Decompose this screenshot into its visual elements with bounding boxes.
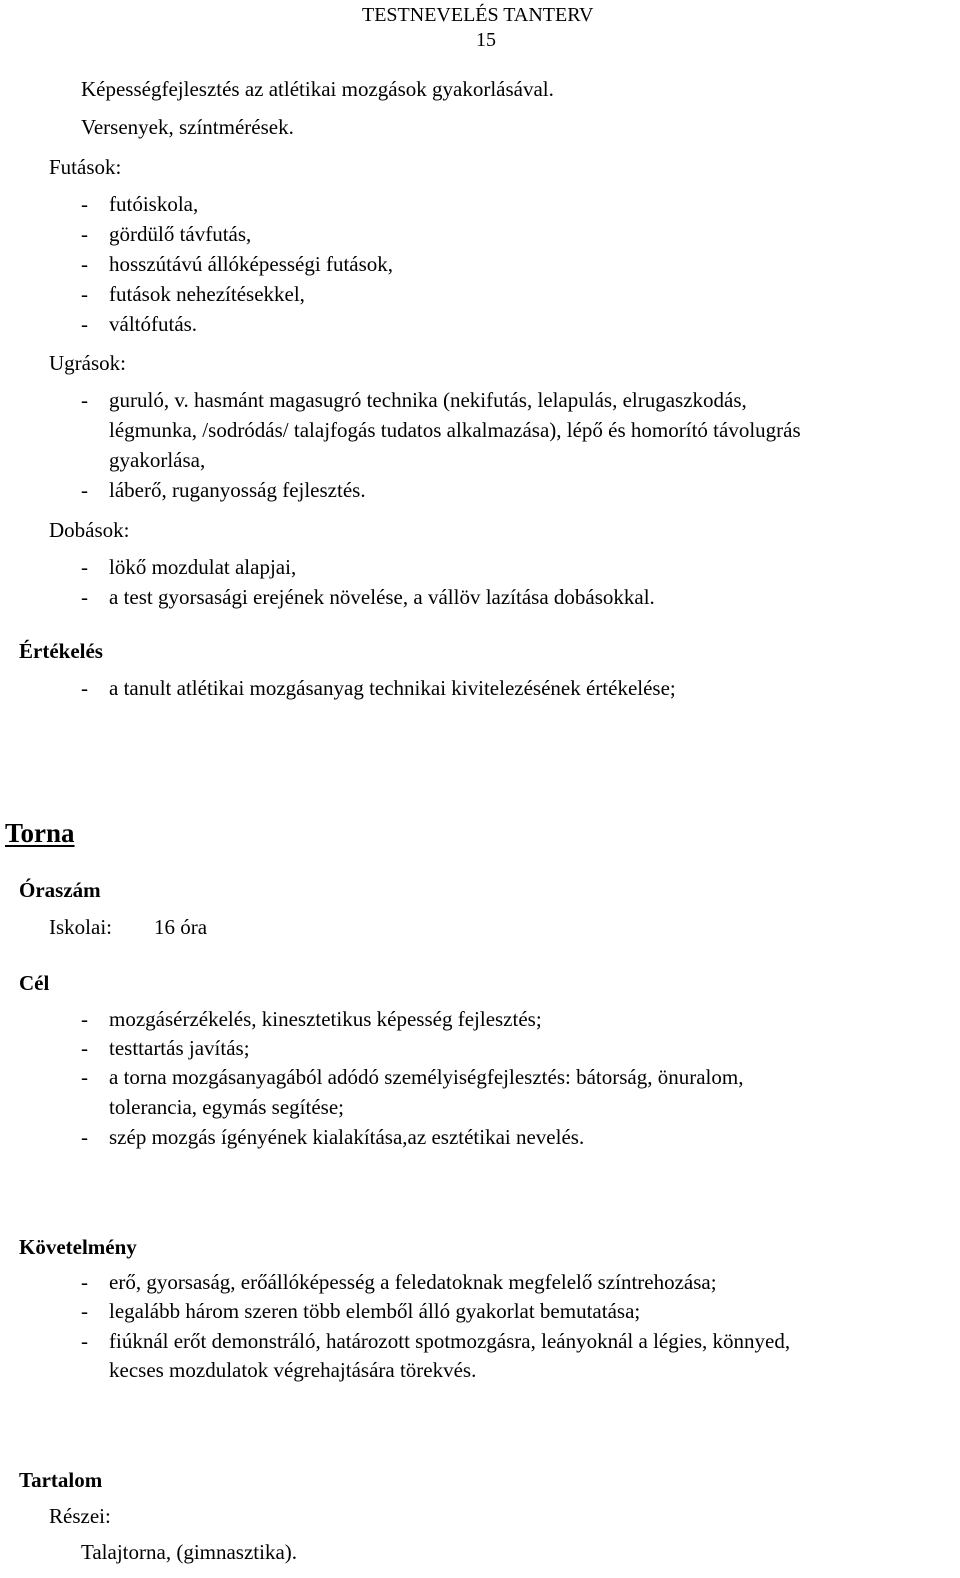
cel-heading: Cél bbox=[19, 971, 50, 995]
list-item: lökő mozdulat alapjai, bbox=[109, 555, 297, 579]
list-marker: - bbox=[81, 1329, 88, 1353]
oraszam-label: Iskolai: bbox=[49, 915, 112, 939]
kovetelmeny-heading: Követelmény bbox=[19, 1235, 137, 1259]
list-marker: - bbox=[81, 585, 88, 609]
intro-line-2: Versenyek, színtmérések. bbox=[81, 115, 294, 139]
list-marker: - bbox=[81, 1299, 88, 1323]
list-marker: - bbox=[81, 1270, 88, 1294]
list-item: gördülő távfutás, bbox=[109, 222, 252, 246]
list-item: mozgásérzékelés, kinesztetikus képesség fejlesztés; bbox=[109, 1007, 542, 1031]
list-item-continuation: gyakorlása, bbox=[109, 448, 206, 472]
list-item: a torna mozgásanyagából adódó személyiségfejlesztés: bátorság, önuralom, bbox=[109, 1065, 744, 1089]
list-item-continuation: légmunka, /sodródás/ talajfogás tudatos alkalmazása), lépő és homorító távolugrás bbox=[109, 418, 801, 442]
list-marker: - bbox=[81, 676, 88, 700]
list-marker: - bbox=[81, 478, 88, 502]
list-item: futóiskola, bbox=[109, 192, 199, 216]
list-marker: - bbox=[81, 192, 88, 216]
list-marker: - bbox=[81, 388, 88, 412]
list-marker: - bbox=[81, 1065, 88, 1089]
list-marker: - bbox=[81, 555, 88, 579]
list-item: a tanult atlétikai mozgásanyag technikai kivitelezésének értékelése; bbox=[109, 676, 676, 700]
list-item-continuation: tolerancia, egymás segítése; bbox=[109, 1095, 344, 1119]
list-item: erő, gyorsaság, erőállóképesség a feledatoknak megfelelő színtrehozása; bbox=[109, 1270, 717, 1294]
list-item: fiúknál erőt demonstráló, határozott spotmozgásra, leányoknál a légies, könnyed, bbox=[109, 1329, 791, 1353]
list-marker: - bbox=[81, 1007, 88, 1031]
oraszam-heading: Óraszám bbox=[19, 878, 101, 902]
list-marker: - bbox=[81, 1036, 88, 1060]
list-marker: - bbox=[81, 252, 88, 276]
list-marker: - bbox=[81, 282, 88, 306]
list-item: váltófutás. bbox=[109, 312, 198, 336]
reszei-label: Részei: bbox=[49, 1504, 111, 1528]
list-marker: - bbox=[81, 1125, 88, 1149]
page-header-title: TESTNEVELÉS TANTERV bbox=[362, 4, 594, 26]
list-item: futások nehezítésekkel, bbox=[109, 282, 305, 306]
list-item: hosszútávú állóképességi futások, bbox=[109, 252, 394, 276]
list-marker: - bbox=[81, 312, 88, 336]
ugrasok-heading: Ugrások: bbox=[49, 351, 126, 375]
oraszam-value: 16 óra bbox=[154, 915, 208, 939]
page-number: 15 bbox=[476, 29, 496, 51]
list-item: a test gyorsasági erejének növelése, a vállöv lazítása dobásokkal. bbox=[109, 585, 655, 609]
list-marker: - bbox=[81, 222, 88, 246]
list-item: guruló, v. hasmánt magasugró technika (nekifutás, lelapulás, elrugaszkodás, bbox=[109, 388, 747, 412]
list-item: láberő, ruganyosság fejlesztés. bbox=[109, 478, 366, 502]
intro-line-1: Képességfejlesztés az atlétikai mozgások gyakorlásával. bbox=[81, 77, 554, 101]
list-item: legalább három szeren több elemből álló gyakorlat bemutatása; bbox=[109, 1299, 641, 1323]
ertekeles-heading: Értékelés bbox=[19, 639, 103, 663]
reszei-value: Talajtorna, (gimnasztika). bbox=[81, 1540, 298, 1564]
list-item-continuation: kecses mozdulatok végrehajtására törekvés. bbox=[109, 1358, 477, 1382]
list-item: szép mozgás ígényének kialakítása,az esztétikai nevelés. bbox=[109, 1125, 585, 1149]
list-item: testtartás javítás; bbox=[109, 1036, 250, 1060]
section-title-torna: Torna bbox=[5, 818, 75, 848]
futasok-heading: Futások: bbox=[49, 155, 122, 179]
dobasok-heading: Dobások: bbox=[49, 518, 130, 542]
tartalom-heading: Tartalom bbox=[19, 1468, 103, 1492]
